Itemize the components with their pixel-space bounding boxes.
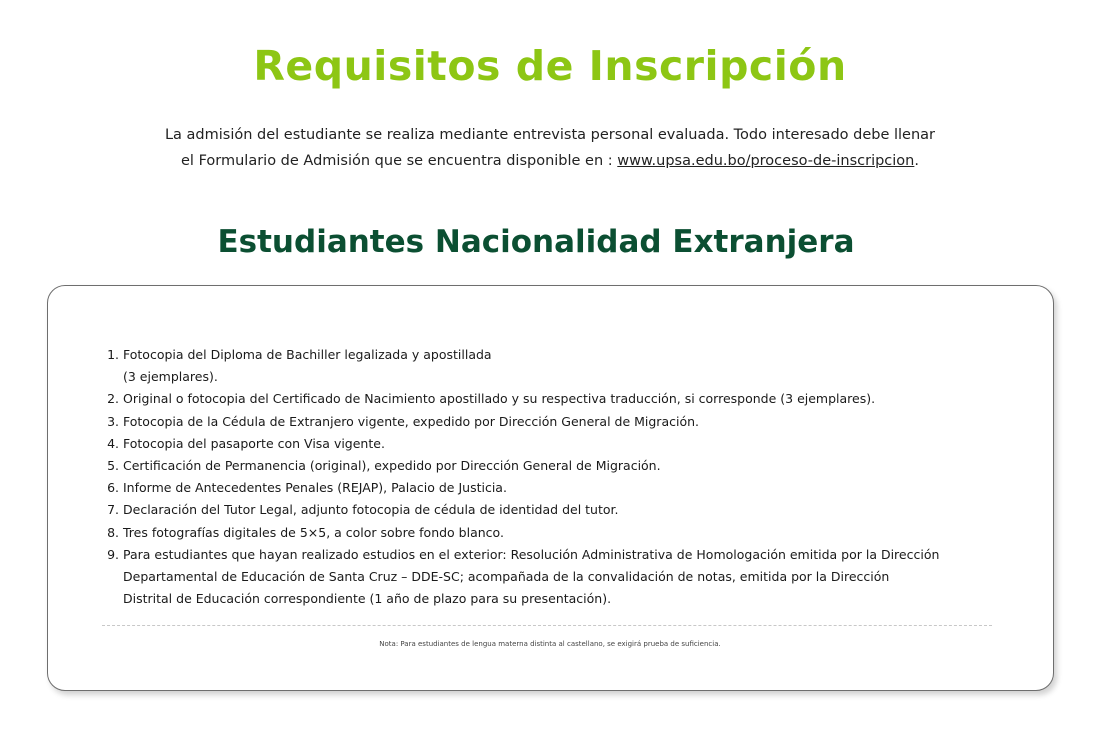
requirement-8: Tres fotografías digitales de 5×5, a color sobre fondo blanco. [123,524,504,540]
list-item [123,544,1023,611]
requirements-list [96,344,1023,610]
requirement-9-line-1: Para estudiantes que hayan realizado estudios en el exterior: Resolución Administrativa de Homologación emitida por la Dirección [123,546,940,562]
list-item [123,499,1023,521]
requirement-2: Original o fotocopia del Certificado de Nacimiento apostillado y su respectiva traducción, si corresponde (3 ejemplares). [123,391,876,407]
list-item [123,344,1023,388]
requirement-1-line-1: Fotocopia del Diploma de Bachiller legalizada y apostillada [123,347,492,362]
requirement-7: Declaración del Tutor Legal, adjunto fotocopia de cédula de identidad del tutor. [123,502,619,518]
list-item [123,477,1023,499]
admission-form-link[interactable]: www.upsa.edu.bo/proceso-de-inscripcion [617,153,915,169]
requirements-card [47,285,1054,691]
requirement-5: Certificación de Permanencia (original), expedido por Dirección General de Migración. [123,458,661,474]
list-item [123,522,1023,544]
footnote: Nota: Para estudiantes de lengua materna distinta al castellano, se exigirá prueba de suficiencia. [379,640,721,648]
requirement-3: Fotocopia de la Cédula de Extranjero vigente, expedido por Dirección General de Migración. [123,413,699,429]
list-item [123,433,1023,455]
requirement-9-line-3: Distrital de Educación correspondiente (1 año de plazo para su presentación). [123,591,612,607]
intro-paragraph [110,122,990,174]
page-title: Requisitos de Inscripción [253,42,847,90]
requirement-6: Informe de Antecedentes Penales (REJAP), Palacio de Justicia. [123,480,507,496]
intro-line-1: La admisión del estudiante se realiza mediante entrevista personal evaluada. Todo interesado debe llenar [164,127,936,143]
list-item [123,388,1023,410]
intro-line-2-suffix: . [914,153,919,169]
requirement-4: Fotocopia del pasaporte con Visa vigente. [123,435,385,451]
list-item [123,411,1023,433]
requirement-9-line-2: Departamental de Educación de Santa Cruz – DDE-SC; acompañada de la convalidación de notas, emitida por la Dirección [123,569,890,585]
intro-line-2-prefix: el Formulario de Admisión que se encuentra disponible en : [181,153,618,169]
requirement-1-line-2: (3 ejemplares). [123,369,218,385]
section-title: Estudiantes Nacionalidad Extranjera [217,224,855,260]
list-item [123,455,1023,477]
dashed-divider [102,625,992,626]
